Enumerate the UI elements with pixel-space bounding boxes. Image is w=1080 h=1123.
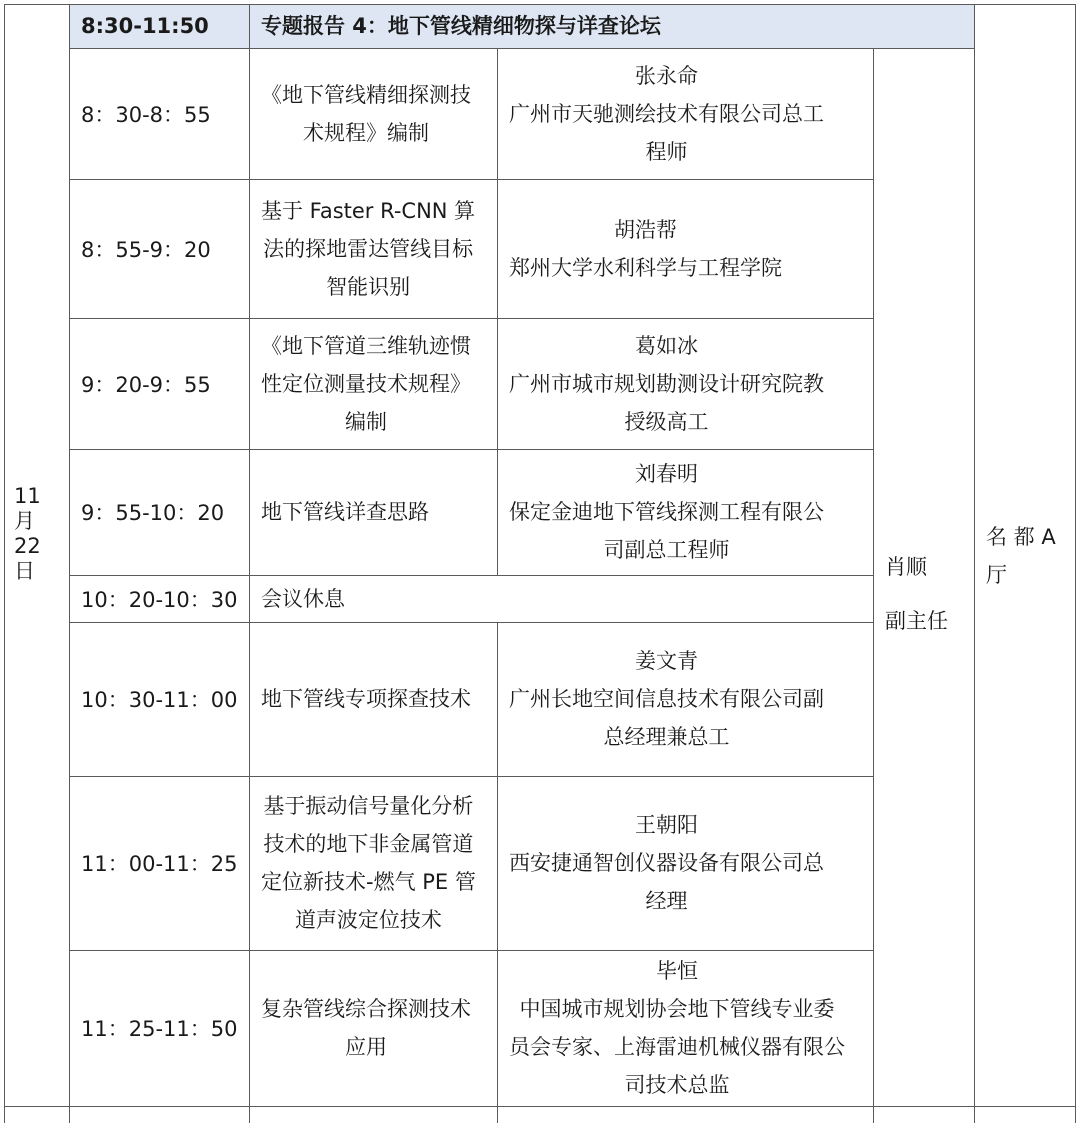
date-line: 月 bbox=[14, 509, 35, 533]
date-line: 22 bbox=[14, 534, 41, 558]
venue-line: 名 都 A bbox=[986, 525, 1056, 549]
session-time: 10：30-11：00 bbox=[81, 688, 238, 712]
session-speaker: 葛如冰 广州市城市规划勘测设计研究院教 授级高工 bbox=[509, 333, 824, 434]
session-speaker: 毕恒 中国城市规划协会地下管线专业委 员会专家、上海雷迪机械仪器有限公 司技术总监 bbox=[509, 959, 845, 1097]
session-title: 复杂管线综合探测技术 应用 bbox=[261, 997, 471, 1059]
venue-line: 厅 bbox=[986, 563, 1007, 587]
header-time: 8:30-11:50 bbox=[81, 14, 209, 38]
date-line: 日 bbox=[14, 559, 35, 583]
session-time: 9：55-10：20 bbox=[81, 501, 225, 525]
session-title: 基于 Faster R-CNN 算 法的探地雷达管线目标 智能识别 bbox=[261, 198, 476, 299]
session-title: 地下管线详查思路 bbox=[261, 500, 429, 524]
session-speaker: 王朝阳 西安捷通智创仪器设备有限公司总 经理 bbox=[509, 813, 824, 913]
session-time: 9：20-9：55 bbox=[81, 372, 211, 397]
session-speaker: 刘春明 保定金迪地下管线探测工程有限公 司副总工程师 bbox=[509, 462, 824, 562]
session-speaker: 胡浩帮 郑州大学水利科学与工程学院 bbox=[509, 217, 782, 280]
session-title: 《地下管线精细探测技 术规程》编制 bbox=[261, 82, 471, 145]
session-time: 8：55-9：20 bbox=[81, 237, 211, 262]
session-title: 地下管线专项探查技术 bbox=[261, 687, 471, 711]
date-line: 11 bbox=[14, 484, 41, 508]
session-time: 11：00-11：25 bbox=[81, 852, 238, 876]
date-cell bbox=[14, 484, 64, 584]
session-time: 10：20-10：30 bbox=[81, 587, 238, 612]
session-title: 基于振动信号量化分析 技术的地下非金属管道 定位新技术-燃气 PE 管 道声波定位技术 bbox=[261, 794, 476, 932]
chair-cell bbox=[885, 540, 970, 648]
venue-cell bbox=[986, 518, 1071, 594]
session-title: 会议休息 bbox=[261, 586, 345, 611]
session-speaker: 张永命 广州市天驰测绘技术有限公司总工 程师 bbox=[509, 63, 824, 164]
session-time: 8：30-8：55 bbox=[81, 102, 211, 127]
chair-role: 副主任 bbox=[885, 609, 948, 633]
session-time: 11：25-11：50 bbox=[81, 1017, 238, 1041]
session-speaker: 姜文青 广州长地空间信息技术有限公司副 总经理兼总工 bbox=[509, 649, 824, 749]
session-title: 《地下管道三维轨迹惯 性定位测量技术规程》 编制 bbox=[261, 333, 471, 434]
chair-name: 肖顺 bbox=[885, 555, 927, 579]
header-title: 专题报告 4：地下管线精细物探与详查论坛 bbox=[261, 14, 661, 38]
